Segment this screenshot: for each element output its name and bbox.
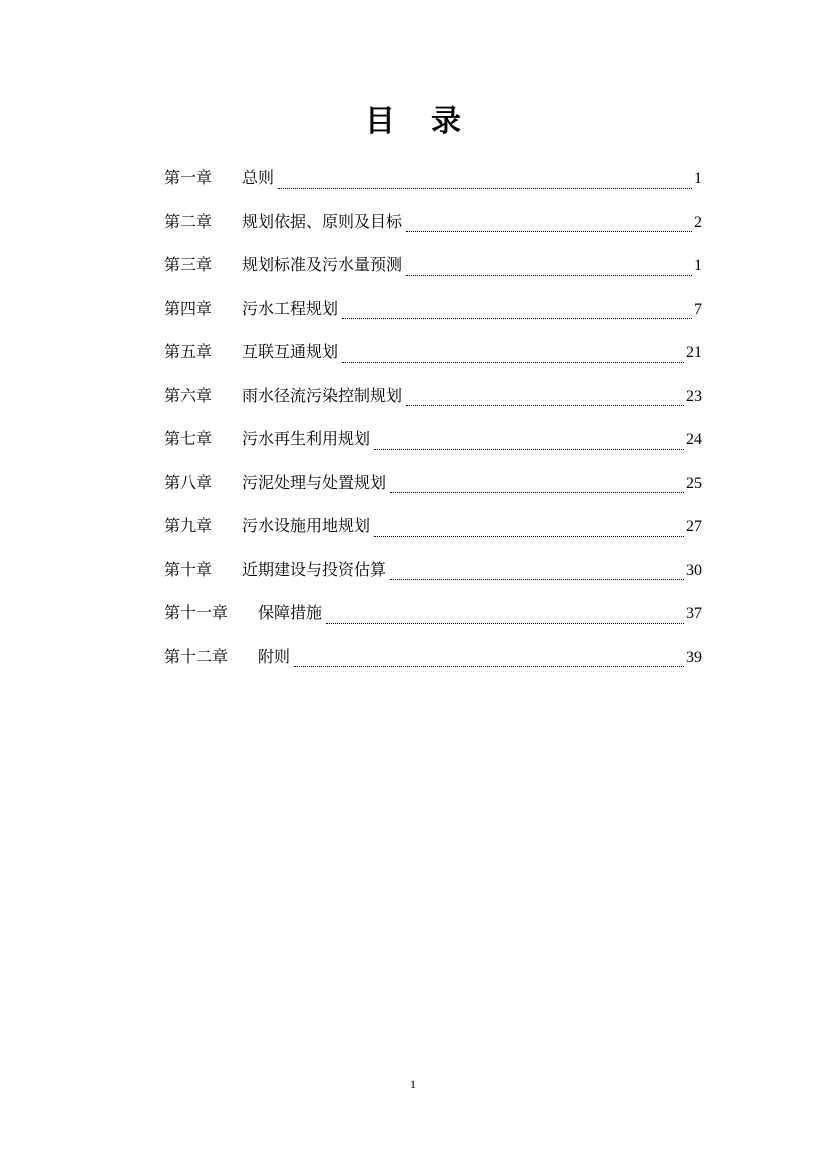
toc-chapter-label: 第五章 <box>164 342 213 361</box>
toc-chapter-label: 第十章 <box>164 559 213 579</box>
toc-entry-10[interactable] <box>164 552 702 596</box>
toc-dot-leader <box>390 578 684 580</box>
toc-page-number: 1 <box>694 170 702 187</box>
toc-dot-leader <box>374 535 684 537</box>
toc-page-number: 7 <box>694 300 702 318</box>
toc-entry-6[interactable] <box>164 378 702 422</box>
toc-entry-12[interactable] <box>164 639 702 683</box>
toc-chapter-label: 第九章 <box>164 516 213 535</box>
toc-dot-leader <box>390 491 684 493</box>
toc-dot-leader <box>326 622 684 624</box>
toc-dot-leader <box>406 230 692 232</box>
toc-heading-right: 录 <box>431 104 461 139</box>
toc-page-number: 2 <box>694 213 702 231</box>
toc-entry-title: 污水设施用地规划 <box>242 516 371 535</box>
toc-list <box>164 160 702 682</box>
toc-entry-4[interactable] <box>164 291 702 335</box>
toc-chapter-label: 第四章 <box>164 298 213 318</box>
toc-chapter-label: 第十一章 <box>164 603 229 622</box>
toc-dot-leader <box>406 404 684 406</box>
toc-dot-leader <box>342 361 684 363</box>
toc-entry-title: 污泥处理与处置规划 <box>242 472 387 492</box>
toc-dot-leader <box>374 448 684 450</box>
toc-entry-3[interactable] <box>164 247 702 291</box>
toc-entry-title: 规划标准及污水量预测 <box>242 255 403 274</box>
footer-page-number: 1 <box>410 1077 416 1091</box>
toc-page-number: 30 <box>686 561 702 579</box>
toc-page-number: 1 <box>694 257 702 274</box>
toc-page-number: 27 <box>686 518 702 535</box>
toc-entry-title: 保障措施 <box>258 603 323 622</box>
toc-dot-leader <box>342 317 692 319</box>
toc-entry-title: 附则 <box>258 646 291 666</box>
toc-chapter-label: 第八章 <box>164 472 213 492</box>
toc-entry-1[interactable] <box>164 160 702 204</box>
toc-entry-2[interactable] <box>164 204 702 248</box>
toc-page-number: 21 <box>686 344 702 361</box>
toc-chapter-label: 第二章 <box>164 211 213 231</box>
toc-page-number: 39 <box>686 648 702 666</box>
toc-entry-7[interactable] <box>164 421 702 465</box>
toc-entry-title: 总则 <box>242 168 275 187</box>
toc-dot-leader <box>294 665 684 667</box>
toc-entry-title: 污水再生利用规划 <box>242 429 371 448</box>
toc-entry-11[interactable] <box>164 595 702 639</box>
toc-dot-leader <box>278 187 692 189</box>
toc-chapter-label: 第三章 <box>164 255 213 274</box>
toc-entry-8[interactable] <box>164 465 702 509</box>
toc-heading <box>0 100 826 144</box>
toc-entry-title: 近期建设与投资估算 <box>242 559 387 579</box>
toc-chapter-label: 第一章 <box>164 168 213 187</box>
toc-entry-5[interactable] <box>164 334 702 378</box>
toc-entry-title: 污水工程规划 <box>242 298 339 318</box>
toc-chapter-label: 第七章 <box>164 429 213 448</box>
toc-page-number: 24 <box>686 431 702 448</box>
toc-page-number: 37 <box>686 605 702 622</box>
toc-dot-leader <box>406 274 692 276</box>
toc-page-number: 23 <box>686 387 702 405</box>
toc-chapter-label: 第六章 <box>164 385 213 405</box>
toc-chapter-label: 第十二章 <box>164 646 229 666</box>
toc-entry-title: 雨水径流污染控制规划 <box>242 385 403 405</box>
toc-entry-9[interactable] <box>164 508 702 552</box>
toc-page-number: 25 <box>686 474 702 492</box>
toc-entry-title: 规划依据、原则及目标 <box>242 211 403 231</box>
toc-entry-title: 互联互通规划 <box>242 342 339 361</box>
toc-heading-left: 目 <box>365 104 395 139</box>
